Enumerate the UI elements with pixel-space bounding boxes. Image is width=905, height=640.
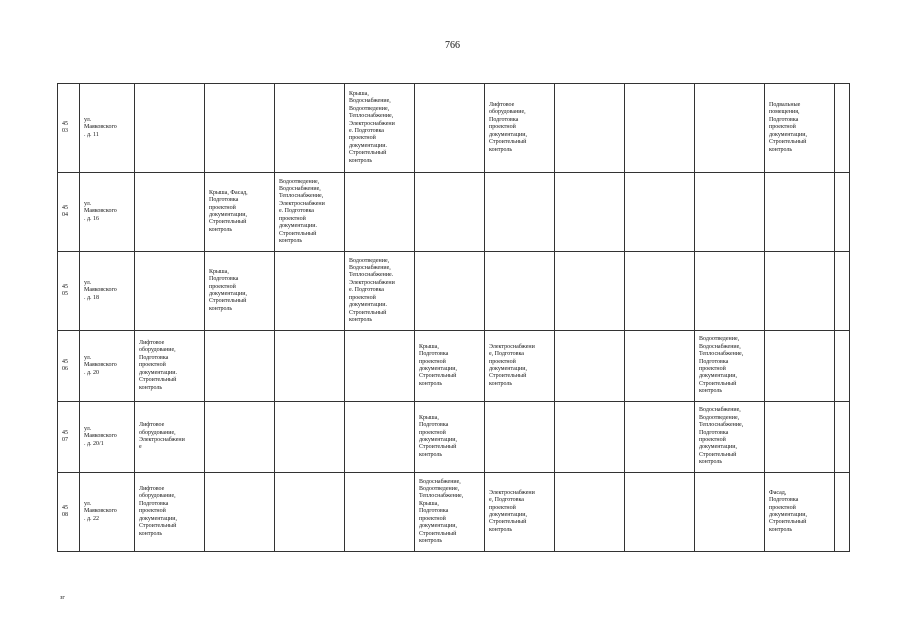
- work-type-cell: [345, 84, 415, 173]
- work-type-cell: [625, 173, 695, 252]
- work-type-cell: [345, 252, 415, 331]
- table-row: [58, 402, 850, 473]
- work-type-cell: [135, 252, 205, 331]
- work-type-cell-text: Подвальные помещения, Подготовка проектной документации, Строительный контроль: [769, 102, 807, 153]
- row-number-cell-text: 45 03: [62, 120, 68, 134]
- row-number-cell-text: 45 04: [62, 204, 68, 218]
- address-cell-text: ул. Маяковского . д. 16: [84, 200, 117, 222]
- work-type-cell: [415, 402, 485, 473]
- work-type-cell-text: Лифтовое оборудование, Подготовка проектной документации, Строительный контроль: [139, 486, 177, 537]
- work-type-cell: [415, 84, 485, 173]
- work-type-cell: [765, 173, 835, 252]
- row-number-cell-text: 45 07: [62, 429, 68, 443]
- work-type-cell-text: Водоотведение, Водоснабжение, Теплоснабжение, Электроснабжени е. Подготовка проектной документации. Строительный контроль: [279, 178, 325, 244]
- work-type-cell: [205, 84, 275, 173]
- work-type-cell: [275, 402, 345, 473]
- work-type-cell: [835, 402, 850, 473]
- work-type-cell: [555, 402, 625, 473]
- table-row: [58, 252, 850, 331]
- page-number: 766: [445, 40, 460, 51]
- work-type-cell-text: Водоснабжение, Водоотведение, Теплоснабжение, Подготовка проектной документации, Строительный контроль: [699, 407, 744, 466]
- work-type-cell: [205, 252, 275, 331]
- work-type-cell-text: Лифтовое оборудование, Подготовка проектной документации, Строительный контроль: [489, 102, 527, 153]
- work-type-cell: [765, 84, 835, 173]
- work-type-cell: [345, 331, 415, 402]
- work-type-cell: [275, 331, 345, 402]
- table-row: [58, 331, 850, 402]
- address-cell: [80, 331, 135, 402]
- row-number-cell-text: 45 08: [62, 504, 68, 518]
- work-type-cell-text: Электроснабжени е, Подготовка проектной документации, Строительный контроль: [489, 343, 535, 387]
- work-type-cell: [695, 84, 765, 173]
- work-type-cell: [555, 473, 625, 552]
- work-type-cell: [555, 252, 625, 331]
- work-type-cell: [345, 402, 415, 473]
- work-type-cell: [765, 473, 835, 552]
- work-type-cell: [485, 84, 555, 173]
- work-type-cell-text: Крыша, Подготовка проектной документации, Строительный контроль: [209, 268, 247, 312]
- work-type-cell: [205, 473, 275, 552]
- work-type-cell-text: Крыша, Подготовка проектной документации, Строительный контроль: [419, 343, 457, 387]
- work-type-cell: [835, 473, 850, 552]
- row-number-cell: [58, 473, 80, 552]
- work-type-cell-text: Фасад, Подготовка проектной документации, Строительный контроль: [769, 489, 807, 533]
- work-type-cell: [835, 84, 850, 173]
- row-number-cell-text: 45 05: [62, 283, 68, 297]
- row-number-cell-text: 45 06: [62, 358, 68, 372]
- work-type-cell: [695, 331, 765, 402]
- row-number-cell: [58, 402, 80, 473]
- work-type-cell: [555, 331, 625, 402]
- work-type-cell: [835, 173, 850, 252]
- work-type-cell: [415, 173, 485, 252]
- work-type-cell: [485, 473, 555, 552]
- work-type-cell: [625, 473, 695, 552]
- work-type-cell: [275, 173, 345, 252]
- repair-schedule-table: [57, 83, 850, 552]
- work-type-cell: [205, 331, 275, 402]
- work-type-cell: [345, 473, 415, 552]
- work-type-cell: [345, 173, 415, 252]
- work-type-cell-text: Водоотведение, Водоснабжение, Теплоснабжение. Электроснабжени е. Подготовка проектной документации. Строительный контроль: [349, 257, 395, 323]
- address-cell: [80, 473, 135, 552]
- work-type-cell-text: Лифтовое оборудование, Подготовка проектной документации. Строительный контроль: [139, 340, 177, 391]
- row-number-cell: [58, 84, 80, 173]
- address-cell-text: ул. Маяковского . д. 22: [84, 500, 117, 522]
- work-type-cell: [135, 331, 205, 402]
- work-type-cell: [485, 173, 555, 252]
- work-type-cell: [135, 84, 205, 173]
- table-row: [58, 473, 850, 552]
- work-type-cell: [695, 252, 765, 331]
- address-cell: [80, 84, 135, 173]
- work-type-cell: [415, 473, 485, 552]
- work-type-cell: [485, 252, 555, 331]
- work-type-cell: [625, 402, 695, 473]
- row-number-cell: [58, 173, 80, 252]
- work-type-cell-text: Водоотведение, Водоснабжение, Теплоснабжение, Подготовка проектной документации, Строительный контроль: [699, 336, 744, 395]
- work-type-cell: [275, 252, 345, 331]
- work-type-cell-text: Крыша, Подготовка проектной документации, Строительный контроль: [419, 414, 457, 458]
- work-type-cell: [555, 84, 625, 173]
- row-number-cell: [58, 252, 80, 331]
- address-cell: [80, 402, 135, 473]
- work-type-cell: [835, 252, 850, 331]
- work-type-cell: [415, 252, 485, 331]
- work-type-cell: [135, 402, 205, 473]
- work-type-cell: [765, 331, 835, 402]
- work-type-cell: [765, 252, 835, 331]
- address-cell-text: ул. Маяковского . д. 20/1: [84, 425, 117, 447]
- work-type-cell: [625, 252, 695, 331]
- table-row: [58, 84, 850, 173]
- work-type-cell: [485, 331, 555, 402]
- work-type-cell: [765, 402, 835, 473]
- address-cell-text: ул. Маяковского . д. 18: [84, 279, 117, 301]
- work-type-cell: [275, 473, 345, 552]
- work-type-cell: [835, 331, 850, 402]
- address-cell: [80, 252, 135, 331]
- work-type-cell: [485, 402, 555, 473]
- work-type-cell: [555, 173, 625, 252]
- work-type-cell-text: Крыша, Водоснабжение, Водоотведение, Теплоснабжение, Электроснабжени е. Подготовка проектной документации. Строительный контроль: [349, 90, 395, 164]
- address-cell-text: ул. Маяковского . д. 11: [84, 116, 117, 138]
- footer-code: зг: [60, 595, 65, 601]
- work-type-cell-text: Крыша, Фасад, Подготовка проектной документации, Строительный контроль: [209, 189, 248, 233]
- work-type-cell: [695, 402, 765, 473]
- work-type-cell: [205, 402, 275, 473]
- work-type-cell: [135, 173, 205, 252]
- work-type-cell: [695, 473, 765, 552]
- address-cell: [80, 173, 135, 252]
- work-type-cell: [695, 173, 765, 252]
- work-type-cell: [625, 84, 695, 173]
- row-number-cell: [58, 331, 80, 402]
- work-type-cell-text: Лифтовое оборудование, Электроснабжени е: [139, 422, 185, 451]
- work-type-cell-text: Электроснабжени е, Подготовка проектной документации, Строительный контроль: [489, 489, 535, 533]
- work-type-cell: [625, 331, 695, 402]
- address-cell-text: ул. Маяковского . д. 20: [84, 354, 117, 376]
- work-type-cell: [275, 84, 345, 173]
- work-type-cell-text: Водоснабжение, Водоотведение, Теплоснабжение, Крыша, Подготовка проектной документации, Строительный контроль: [419, 478, 464, 544]
- work-type-cell: [135, 473, 205, 552]
- work-type-cell: [415, 331, 485, 402]
- work-type-cell: [205, 173, 275, 252]
- table-row: [58, 173, 850, 252]
